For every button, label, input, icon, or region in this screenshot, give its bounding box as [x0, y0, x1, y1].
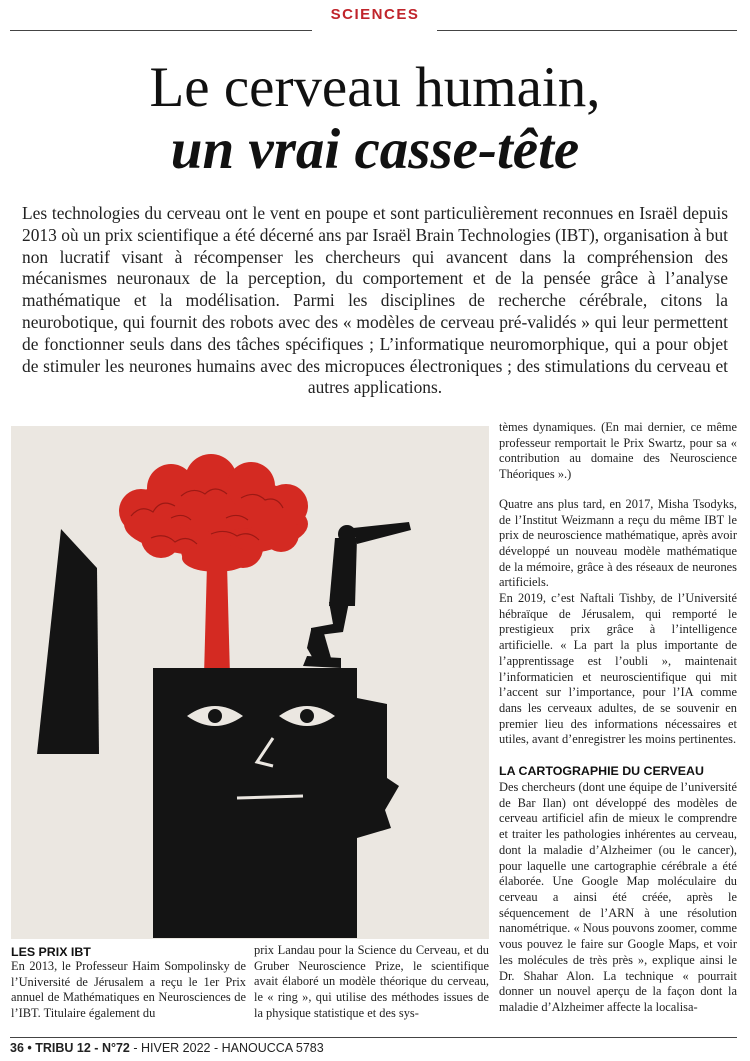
column-1-text: En 2013, le Professeur Haim Sompolinsky de l’Université de Jérusalem a reçu le 1er Prix annuel de Mathématiques en Neurosciences de l’IBT. Titulaire également du: [11, 959, 246, 1021]
brain-illustration: [11, 426, 489, 939]
article-title-line2: un vrai casse-tête: [170, 118, 580, 181]
column-3-paragraph-1: tèmes dynamiques. (En mai dernier, ce même professeur remportait le Prix Swartz, pour sa « contribution au domaine des Neuroscience Théoriques ».): [499, 420, 737, 482]
footer-rule: [10, 1037, 737, 1038]
column-3-paragraph-3: En 2019, c’est Naftali Tishby, de l’Université hébraïque de Jérusalem, qui remporté le prestigieux prix grâce à l’intelligence artificielle. « La part la plus importante de l’apprentissage est l’oubli », maintenait l’informaticien et neuroscientifique qui mit l’accent sur l’importance, pour l’IA comme dans les cerveaux adultes, de se souvenir en premier lieu des informations nécessaires et utiles, avant d’enregistrer les moins pertinentes.: [499, 591, 737, 747]
page-footer: [10, 1041, 324, 1055]
section-heading-cartographie: LA CARTOGRAPHIE DU CERVEAU: [499, 764, 704, 779]
issue-info: - HIVER 2022 - HANOUCCA 5783: [133, 1041, 324, 1055]
header-rule-left: [10, 30, 312, 31]
article-title-line1: Le cerveau humain,: [149, 56, 601, 119]
column-2-text: prix Landau pour la Science du Cerveau, et du Gruber Neuroscience Prize, le scientifique avait élaboré un modèle théorique du cerveau, le « ring », qui utilise des méthodes issues de la physique statistique et des sys-: [254, 943, 489, 1020]
header-rule-right: [437, 30, 737, 31]
column-3-paragraph-2: Quatre ans plus tard, en 2017, Misha Tsodyks, de l’Institut Weizmann a reçu du même IBT le prix de neuroscience mathématique, après avoir développé un nouveau modèle mathématique de la mémoire, grâce à des réseaux de neurones artificiels.: [499, 496, 737, 590]
column-3-paragraph-4: Des chercheurs (dont une équipe de l’université de Bar Ilan) ont développé des modèles de cerveau artificiel afin de mieux le comprendre et traiter les pathologies inhérentes au cerveau, dont la maladie d’Alzheimer (ou le cancer), pour laquelle une cartographie cérébrale a été élaborée. Une Google Map moléculaire du cerveau a ainsi été créée, après le séquencement de l’ARN à une résolution nanométrique. « Nous pouvons zoomer, comme vous pouvez le faire sur Google Maps, et voir les molécules de très près », explique ainsi le Dr. Shahar Alon. La technique « pourrait donner un nouvel aperçu de la façon dont la maladie d’Alzheimer affecte la localisa-: [499, 780, 737, 1014]
magazine-name: TRIBU 12 - N°72: [35, 1041, 130, 1055]
column-3: [499, 420, 737, 1034]
section-label: SCIENCES: [330, 6, 420, 23]
section-heading-prix-ibt: LES PRIX IBT: [11, 945, 91, 959]
page-number: 36: [10, 1041, 24, 1055]
footer-separator: •: [27, 1041, 32, 1055]
lead-paragraph: Les technologies du cerveau ont le vent en poupe et sont particulièrement reconnues en Israël depuis 2013 où un prix scientifique a été décerné ans par Israël Brain Technologies (IBT), organisation à but non lucratif visant à récompenser les chercheurs qui avancent dans la compréhension des mécanismes neuronaux de la perception, du comportement et de la pensée grâce à l’analyse mathématique et la modélisation. Parmi les disciplines de recherche cérébrale, citons la neurobotique, qui fournit des robots avec des « modèles de cerveau pré-validés » qui leur permettent de fonctionner seuls dans des tâches spécifiques ; L’informatique neuromorphique, qui a pour objet de stimuler les neurones humains avec des micropuces électroniques ; des stimulations du cerveau et autres applications.: [22, 203, 728, 398]
